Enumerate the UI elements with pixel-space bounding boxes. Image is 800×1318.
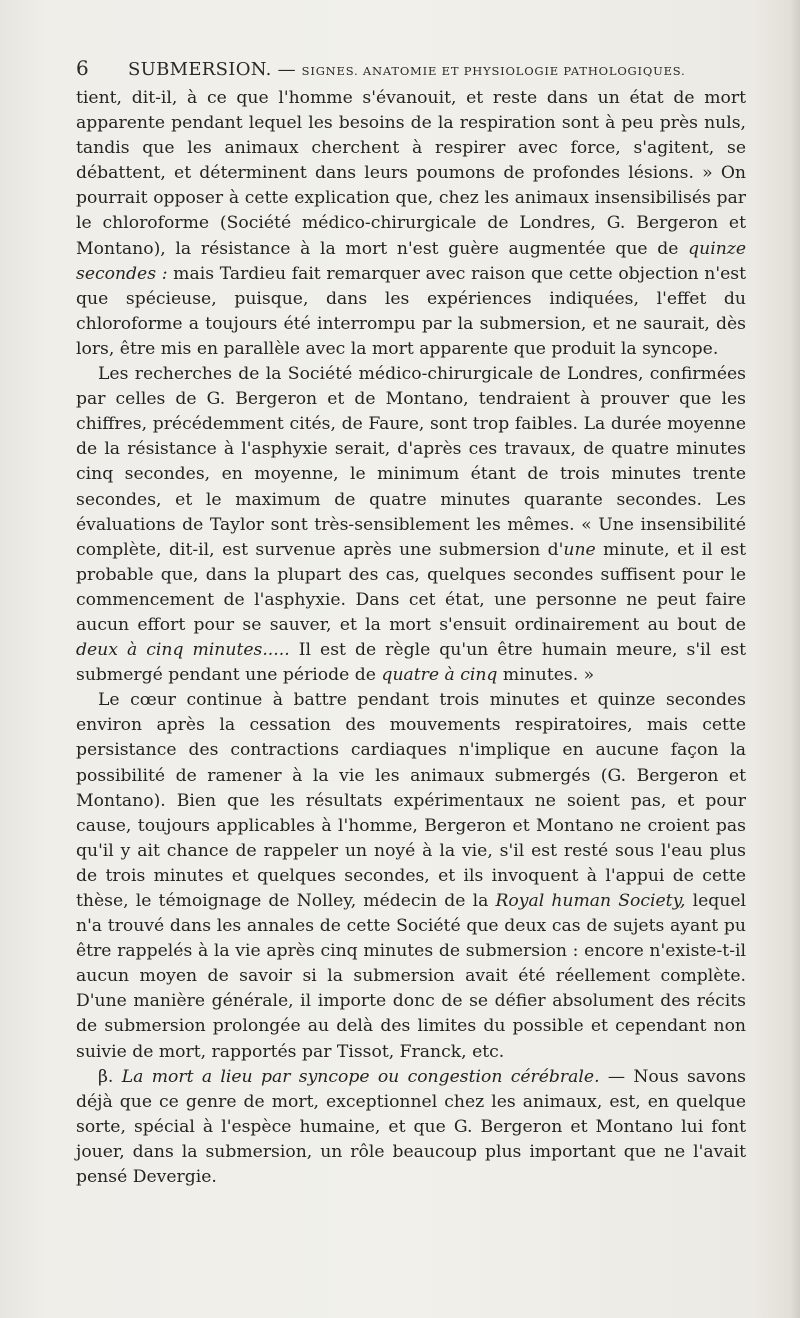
paragraph-4 xyxy=(76,1065,746,1190)
emphasis-text: deux à cinq minutes..... xyxy=(76,640,290,661)
header-title: SUBMERSION. xyxy=(128,59,272,80)
paragraph-2 xyxy=(76,362,746,688)
paragraph-text: — Nous savons déjà que ce genre de mort, exceptionnel chez les animaux, est, en quelque sorte, spécial à l'espèce humaine, et que G. Bergeron et Montano lui font jouer, dans la submersion, un rôle beaucoup plus important que ne l'avait pensé Devergie. xyxy=(76,1066,746,1188)
paragraph-text: minute, et il est probable que, dans la plupart des cas, quelques secondes suffisent pour le commencement de l'asphyxie. Dans cet état, une personne ne peut faire aucun effort pour se sauver, et la mort s'ensuit ordinairement au bout de xyxy=(76,539,746,635)
paragraph-3 xyxy=(76,688,746,1064)
page-edge-shadow xyxy=(790,0,800,1318)
section-marker: β. xyxy=(98,1066,122,1087)
header-subtitle: SIGNES. ANATOMIE ET PHYSIOLOGIE PATHOLOGIQUES. xyxy=(301,64,686,78)
page-number: 6 xyxy=(76,56,89,80)
paragraph-text: lequel n'a trouvé dans les annales de cette Société que deux cas de sujets ayant pu être rappelés à la vie après cinq minutes de submersion : encore n'existe-t-il aucun moyen de savoir si la submersion avait été réellement complète. D'une manière générale, il importe donc de se défier absolument des récits de submersion prolongée au delà des limites du possible et cependant non suivie de mort, rapportés par Tissot, Franck, etc. xyxy=(76,891,747,1062)
header-dash: — xyxy=(277,59,296,80)
emphasis-text: quatre à cinq xyxy=(381,665,498,686)
body-text xyxy=(76,86,746,1190)
paragraph-text: Il est de règle qu'un être humain meure, s'il est submergé pendant une période de xyxy=(76,640,746,686)
section-heading: La mort a lieu par syncope ou congestion cérébrale. xyxy=(121,1066,600,1087)
paragraph-text: mais Tardieu fait remarquer avec raison que cette objection n'est que spécieuse, puisque, dans les expériences indiquées, l'effet du chloroforme a toujours été interrompu par la submersion, et ne saurait, dès lors, être mis en parallèle avec la mort apparente que produit la syncope. xyxy=(76,263,746,359)
running-header xyxy=(76,56,746,80)
paragraph-1 xyxy=(76,86,746,362)
emphasis-text: quinze secondes : xyxy=(76,238,746,284)
paragraph-text: Les recherches de la Société médico-chirurgicale de Londres, confirmées par celles de G. Bergeron et de Montano, tendraient à prouver que les chiffres, précédemment cités, de Faure, sont trop faibles. La durée moyenne de la résistance à l'asphyxie serait, d'après ces travaux, de quatre minutes cinq secondes, en moyenne, le minimum étant de trois minutes trente secondes, et le maximum de quatre minutes quarante secondes. Les évaluations de Taylor sont très-sensiblement les mêmes. « Une insensibilité complète, dit-il, est survenue après une submersion d' xyxy=(76,364,746,560)
emphasis-text: une xyxy=(563,539,596,560)
emphasis-text: Royal human Society, xyxy=(495,891,686,911)
paragraph-text: tient, dit-il, à ce que l'homme s'évanouit, et reste dans un état de mort apparente pendant lequel les besoins de la respiration sont à peu près nuls, tandis que les animaux cherchent à respirer avec force, s'agitent, se débattent, et déterminent dans leurs poumons de profondes lésions. » On pourrait opposer à cette explication que, chez les animaux insensibilisés par le chloroforme (Société médico-chirurgicale de Londres, G. Bergeron et Montano), la résistance à la mort n'est guère augmentée que de xyxy=(76,88,746,259)
paragraph-text: minutes. » xyxy=(497,665,595,686)
paragraph-text: Le cœur continue à battre pendant trois minutes et quinze secondes environ après la cessation des mouvements respiratoires, mais cette persistance des contractions cardiaques n'implique en aucune façon la possibilité de ramener à la vie les animaux submergés (G. Bergeron et Montano). Bien que les résultats expérimentaux ne soient pas, et pour cause, toujours applicables à l'homme, Bergeron et Montano ne croient pas qu'il y ait chance de rappeler un noyé à la vie, s'il est resté sous l'eau plus de trois minutes et quelques secondes, et ils invoquent à l'appui de cette thèse, le témoignage de Nolley, médecin de la xyxy=(76,690,746,911)
